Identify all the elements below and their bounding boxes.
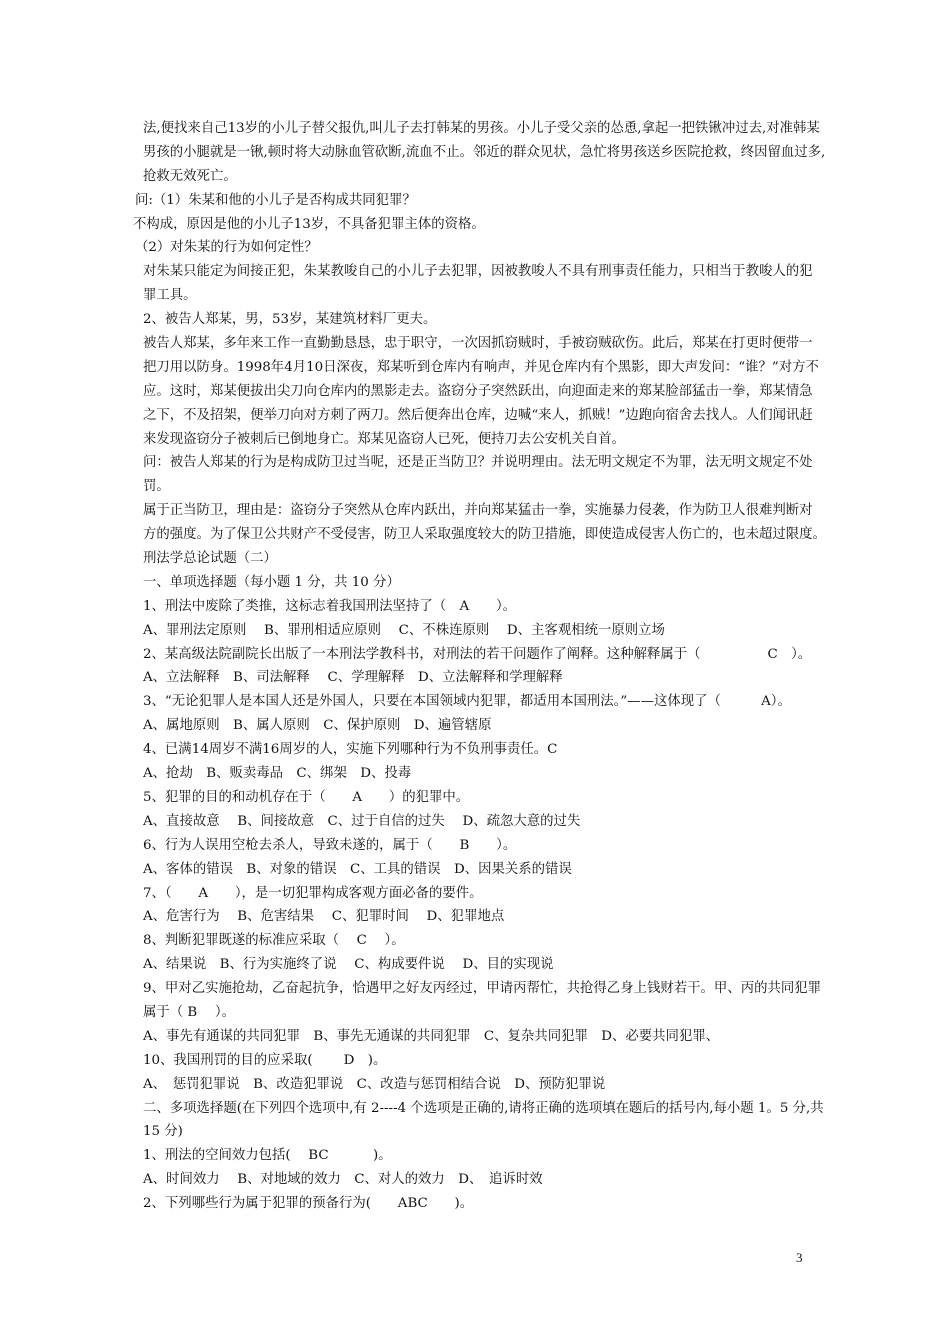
options-line: A、时间效力 B、对地域的效力 C、对人的效力 D、 追诉时效: [143, 1172, 543, 1188]
text-line: 男孩的小腿就是一锹,顿时将大动脉血管砍断,流血不止。邻近的群众见状，急忙将男孩送乡医院抢救，终因留血过多,: [143, 144, 826, 160]
question-line: 4、已满14周岁不满16周岁的人，实施下列哪种行为不负刑事责任。C: [143, 742, 558, 758]
options-line: A、结果说 B、行为实施终了说 C、构成要件说 D、目的实现说: [143, 957, 554, 973]
question-line: 9、甲对乙实施抢劫，乙奋起抗争，恰遇甲之好友丙经过，甲请丙帮忙，共抢得乙身上钱财若干。甲、丙的共同犯罪: [143, 981, 822, 997]
document-body: [133, 117, 868, 1216]
answer-line: 罪工具。: [143, 288, 197, 304]
options-line: A、抢劫 B、贩卖毒品 C、绑架 D、投毒: [143, 766, 412, 782]
text-line: 之下，不及招架，便举刀向对方刺了两刀。然后便奔出仓库，边喊“来人，抓贼！”边跑向宿舍去找人。人们闻讯赶: [143, 407, 813, 423]
question-line: 1、刑法中废除了类推，这标志着我国刑法坚持了（ A ）。: [143, 598, 517, 614]
answer-line: 对朱某只能定为间接正犯，朱某教唆自己的小儿子去犯罪，因被教唆人不具有刑事责任能力，只相当于教唆人的犯: [143, 264, 813, 280]
question-line: 问：被告人郑某的行为是构成防卫过当呢，还是正当防卫？并说明理由。法无明文规定不为罪，法无明文规定不处: [143, 455, 813, 471]
options-line: A、客体的错误 B、对象的错误 C、工具的错误 D、因果关系的错误: [143, 861, 572, 877]
page-number: 3: [796, 1250, 803, 1265]
options-line: A、 惩罚犯罪说 B、改造犯罪说 C、改造与惩罚相结合说 D、预防犯罪说: [143, 1076, 606, 1092]
options-line: A、罪刑法定原则 B、罪刑相适应原则 C、不株连原则 D、主客观相统一原则立场: [143, 622, 665, 638]
options-line: A、事先有通谋的共同犯罪 B、事先无通谋的共同犯罪 C、复杂共同犯罪 D、必要共同犯罪、: [143, 1028, 720, 1044]
options-line: A、危害行为 B、危害结果 C、犯罪时间 D、犯罪地点: [143, 909, 505, 925]
text-line: 抢救无效死亡。: [143, 168, 237, 184]
section-heading: 一、单项选择题（每小题 1 分，共 10 分）: [143, 574, 400, 590]
options-line: A、立法解释 B、司法解释 C、学理解释 D、立法解释和学理解释: [143, 670, 563, 686]
question-line: 2、下列哪些行为属于犯罪的预备行为( ABC )。: [143, 1196, 474, 1212]
question-line: 10、我国刑罚的目的应采取( D )。: [143, 1052, 387, 1068]
text-line: 被告人郑某，多年来工作一直勤勤恳恳，忠于职守，一次因抓窃贼时，手被窃贼砍伤。此后，郑某在打更时便带一: [143, 336, 813, 352]
options-line: A、直接故意 B、间接故意 C、过于自信的过失 D、疏忽大意的过失: [143, 813, 581, 829]
question-line: 3、“无论犯罪人是本国人还是外国人，只要在本国领域内犯罪，都适用本国刑法。”——这体现了（ A）。: [143, 694, 791, 710]
text-line: 应。这时，郑某便拔出尖刀向仓库内的黑影走去。盗窃分子突然跃出，向迎面走来的郑某脸部猛击一拳，郑某情急: [143, 383, 813, 399]
text-line: 把刀用以防身。1998年4月10日深夜，郑某听到仓库内有响声，并见仓库内有个黑影，即大声发问：“谁？”对方不: [143, 359, 819, 375]
question-line: 问:（1）朱某和他的小儿子是否构成共同犯罪？: [135, 192, 416, 208]
exam-title: 刑法学总论试题（二）: [143, 551, 277, 567]
answer-line: 方的强度。为了保卫公共财产不受侵害，防卫人采取强度较大的防卫措施，即使造成侵害人伤亡的，也未超过限度。: [143, 527, 826, 543]
text-line: 来发现盗窃分子被刺后已倒地身亡。郑某见盗窃人已死，便持刀去公安机关自首。: [143, 431, 626, 447]
options-line: A、属地原则 B、属人原则 C、保护原则 D、遍管辖原: [143, 718, 492, 734]
question-line: （2）对朱某的行为如何定性？: [135, 240, 318, 256]
text-line: 法,便找来自己13岁的小儿子替父报仇,叫儿子去打韩某的男孩。小儿子受父亲的怂恿,拿起一把铁锹冲过去,对准韩某: [143, 121, 820, 136]
case-heading: 2、被告人郑某，男，53岁，某建筑材料厂更夫。: [143, 312, 437, 328]
section-heading: 15 分): [143, 1124, 183, 1140]
answer-line: 不构成，原因是他的小儿子13岁，不具备犯罪主体的资格。: [133, 216, 485, 232]
question-line: 6、行为人误用空枪去杀人，导致未遂的，属于（ B ）。: [143, 837, 517, 853]
question-line: 5、犯罪的目的和动机存在于（ A ）的犯罪中。: [143, 789, 470, 805]
question-line: 2、某高级法院副院长出版了一本刑法学教科书，对刑法的若干问题作了阐释。这种解释属于（ C ）。: [143, 646, 812, 662]
question-line: 7、（ A ），是一切犯罪构成客观方面必备的要件。: [143, 885, 483, 901]
section-heading: 二、多项选择题(在下列四个选项中,有 2----4 个选项是正确的,请将正确的选项填在题后的括号内,每小题 1。5 分,共: [143, 1100, 824, 1116]
question-line: 8、判断犯罪既遂的标准应采取（ C ）。: [143, 933, 405, 949]
question-line: 1、刑法的空间效力包括( BC )。: [143, 1148, 392, 1164]
question-line: 属于（ B ）。: [143, 1004, 235, 1020]
question-line: 罚。: [143, 479, 170, 495]
answer-line: 属于正当防卫，理由是：盗窃分子突然从仓库内跃出，并向郑某猛击一拳，实施暴力侵袭，作为防卫人很难判断对: [143, 503, 813, 519]
